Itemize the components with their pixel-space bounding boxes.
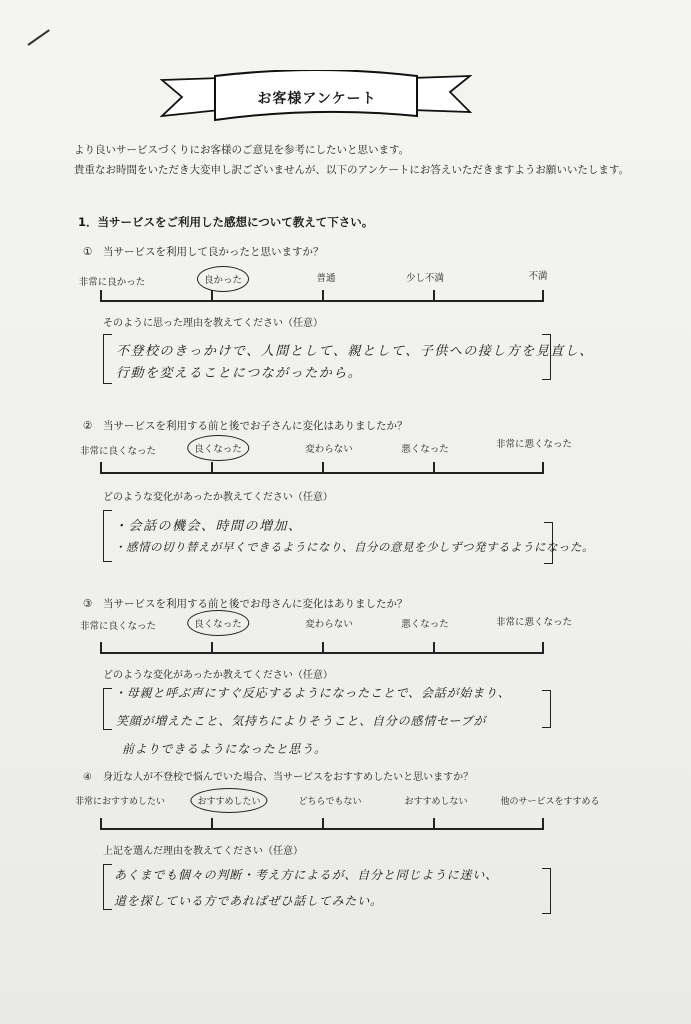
question-number: ③ bbox=[83, 598, 93, 610]
option-5[interactable]: 非常に悪くなった bbox=[495, 617, 573, 628]
option-5[interactable]: 不満 bbox=[528, 271, 548, 282]
question-text: 当サービスを利用する前と後でお母さんに変化はありましたか？ bbox=[103, 598, 408, 610]
option-4[interactable]: 少し不満 bbox=[405, 273, 445, 284]
rating-scale bbox=[100, 290, 544, 302]
question-text: 身近な人が不登校で悩んでいた場合、当サービスをおすすめしたいと思いますか？ bbox=[103, 772, 474, 783]
option-1[interactable]: 非常に良かった bbox=[78, 277, 146, 288]
answer-line: 道を探している方であればぜひ話してみたい。 bbox=[114, 894, 383, 908]
answer-line: ・感情の切り替えが早くできるようになり、自分の意見を少しずつ発するようになった。 bbox=[114, 540, 594, 554]
question-text: 当サービスを利用して良かったと思いますか？ bbox=[103, 246, 324, 258]
answer-bracket-left bbox=[103, 864, 112, 910]
reason-label: どのような変化があったか教えてください（任意） bbox=[103, 492, 333, 503]
section-heading: 1．当サービスをご利用した感想について教えて下さい。 bbox=[78, 215, 374, 229]
reason-label: そのように思った理由を教えてください（任意） bbox=[103, 318, 323, 329]
question-4 bbox=[83, 768, 473, 783]
answer-bracket-left bbox=[103, 688, 112, 730]
answer-line: 前よりできるようになったと思う。 bbox=[122, 742, 327, 756]
question-3 bbox=[83, 596, 408, 611]
rating-scale bbox=[100, 642, 544, 654]
question-number: ② bbox=[83, 420, 93, 432]
intro-line-2: 貴重なお時間をいただき大変申し訳ございませんが、以下のアンケートにお答えいただきますようお願いいたします。 bbox=[74, 164, 630, 176]
option-4[interactable]: 悪くなった bbox=[401, 619, 449, 630]
reason-label: どのような変化があったか教えてください（任意） bbox=[103, 670, 333, 681]
option-3[interactable]: 変わらない bbox=[305, 619, 353, 630]
option-5[interactable]: 他のサービスをすすめる bbox=[500, 797, 600, 807]
answer-line: 行動を変えることにつながったから。 bbox=[116, 366, 363, 381]
answer-bracket-right bbox=[542, 690, 551, 728]
question-text: 当サービスを利用する前と後でお子さんに変化はありましたか？ bbox=[103, 420, 408, 432]
question-number: ① bbox=[83, 246, 93, 258]
option-5[interactable]: 非常に悪くなった bbox=[495, 439, 573, 450]
answer-line: 不登校のきっかけで、人間として、親として、子供への接し方を見直し、 bbox=[116, 344, 594, 359]
survey-title: お客様アンケート bbox=[257, 91, 377, 107]
option-2-selected[interactable]: 良くなった bbox=[194, 616, 242, 630]
option-2-selected[interactable]: 良くなった bbox=[194, 441, 242, 455]
option-1[interactable]: 非常に良くなった bbox=[79, 446, 157, 457]
option-1[interactable]: 非常に良くなった bbox=[79, 621, 157, 632]
intro-line-1: より良いサービスづくりにお客様のご意見を参考にしたいと思います。 bbox=[74, 144, 410, 156]
answer-bracket-left bbox=[103, 510, 112, 562]
option-4[interactable]: おすすめしない bbox=[404, 797, 468, 807]
option-2-selected[interactable]: 良かった bbox=[204, 272, 242, 286]
question-1 bbox=[83, 244, 324, 259]
option-3[interactable]: 普通 bbox=[316, 273, 336, 284]
question-number: ④ bbox=[83, 772, 92, 783]
option-2-selected[interactable]: おすすめしたい bbox=[197, 794, 260, 807]
option-1[interactable]: 非常におすすめしたい bbox=[74, 797, 166, 807]
reason-label: 上記を選んだ理由を教えてください（任意） bbox=[103, 846, 303, 857]
option-3[interactable]: どちらでもない bbox=[298, 797, 362, 807]
answer-line: 笑顔が増えたこと、気持ちによりそうこと、自分の感情セーブが bbox=[116, 714, 487, 728]
answer-line: ・母親と呼ぶ声にすぐ反応するようになったことで、会話が始まり、 bbox=[114, 686, 511, 700]
rating-scale bbox=[100, 462, 544, 474]
answer-bracket-right bbox=[542, 868, 551, 914]
answer-bracket-left bbox=[103, 334, 112, 384]
answer-line: ・会話の機会、時間の増加、 bbox=[114, 519, 303, 534]
question-2 bbox=[83, 418, 408, 433]
answer-line: あくまでも個々の判断・考え方によるが、自分と同じように迷い、 bbox=[114, 868, 499, 882]
rating-scale bbox=[100, 818, 544, 830]
option-4[interactable]: 悪くなった bbox=[401, 444, 449, 455]
option-3[interactable]: 変わらない bbox=[305, 444, 353, 455]
